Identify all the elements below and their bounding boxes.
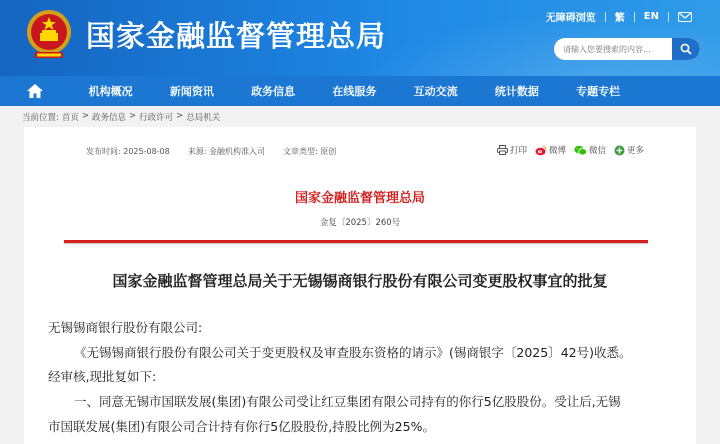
divider (668, 12, 669, 22)
print-button[interactable] (497, 144, 527, 156)
article-source: 来源: 金融机构准入司 (187, 147, 265, 156)
search-icon (680, 43, 692, 55)
document-title: 国家金融监督管理总局关于无锡锡商银行股份有限公司变更股权事宜的批复 (112, 272, 608, 290)
breadcrumb-separator: > (176, 111, 184, 121)
breadcrumb-item-hq[interactable]: 总局机关 (186, 113, 221, 123)
search-input[interactable] (554, 38, 672, 60)
top-links (537, 9, 692, 24)
accessibility-link[interactable]: 无障碍浏览 (545, 13, 596, 24)
weibo-icon (535, 145, 547, 156)
addressee: 无锡锡商银行股份有限公司: (48, 320, 203, 335)
site-header (0, 0, 720, 76)
search-box (554, 38, 700, 60)
home-icon (27, 84, 43, 98)
article-meta (86, 146, 336, 157)
site-title[interactable]: 国家金融监督管理总局 (86, 19, 387, 53)
wechat-label: 微信 (588, 146, 606, 156)
article-type: 文章类型: 原创 (282, 147, 337, 156)
print-label: 打印 (509, 146, 527, 156)
search-button[interactable] (672, 38, 700, 60)
more-share[interactable] (614, 144, 644, 156)
paragraph-3-line-1: 一、同意无锡市国联发展(集团)有限公司受让红豆集团有限公司持有的你行5亿股股份。受让后,无锡 (74, 394, 621, 409)
article-content (24, 127, 696, 444)
breadcrumb-item-admin-license[interactable]: 行政许可 (139, 113, 174, 123)
nav-home[interactable] (0, 76, 70, 106)
breadcrumb (22, 111, 220, 123)
red-divider (64, 240, 648, 243)
breadcrumb-separator: > (129, 111, 137, 121)
weibo-share[interactable] (535, 144, 566, 156)
publish-time: 发布时间: 2025-08-08 (86, 147, 170, 156)
more-label: 更多 (626, 146, 644, 156)
wechat-icon (574, 145, 587, 156)
mail-icon[interactable] (678, 12, 692, 22)
issuing-org: 国家金融监督管理总局 (294, 191, 425, 206)
english-link[interactable]: EN (643, 11, 659, 22)
weibo-label: 微博 (548, 146, 566, 156)
nav-item-news[interactable]: 新闻资讯 (169, 85, 214, 98)
traditional-chinese-link[interactable]: 繁 (614, 13, 625, 24)
breadcrumb-item-gov-info[interactable]: 政务信息 (92, 113, 127, 123)
paragraph-3-line-2: 市国联发展(集团)有限公司合计持有你行5亿股股份,持股比例为25%。 (48, 419, 435, 434)
breadcrumb-separator: > (81, 111, 90, 121)
plus-icon (614, 145, 625, 156)
paragraph-1: 《无锡锡商银行股份有限公司关于变更股权及审查股东资格的请示》(锡商银字〔2025〕42号)收悉。 (74, 345, 632, 360)
share-bar (497, 144, 644, 156)
national-emblem-icon (24, 8, 74, 60)
nav-item-institution[interactable]: 机构概况 (88, 85, 133, 98)
wechat-share[interactable] (574, 144, 606, 156)
breadcrumb-item-home[interactable]: 首页 (61, 113, 79, 123)
nav-item-topics[interactable]: 专题专栏 (576, 85, 621, 98)
paragraph-2: 经审核,现批复如下: (48, 369, 157, 384)
nav-item-online-service[interactable]: 在线服务 (332, 85, 377, 98)
nav-item-statistics[interactable]: 统计数据 (494, 85, 539, 98)
nav-item-interaction[interactable]: 互动交流 (413, 85, 458, 98)
main-nav (0, 76, 720, 106)
print-icon (497, 145, 508, 155)
nav-item-government-info[interactable]: 政务信息 (251, 85, 296, 98)
document-number: 金复〔2025〕260号 (319, 218, 401, 228)
breadcrumb-label: 当前位置: (22, 113, 59, 123)
